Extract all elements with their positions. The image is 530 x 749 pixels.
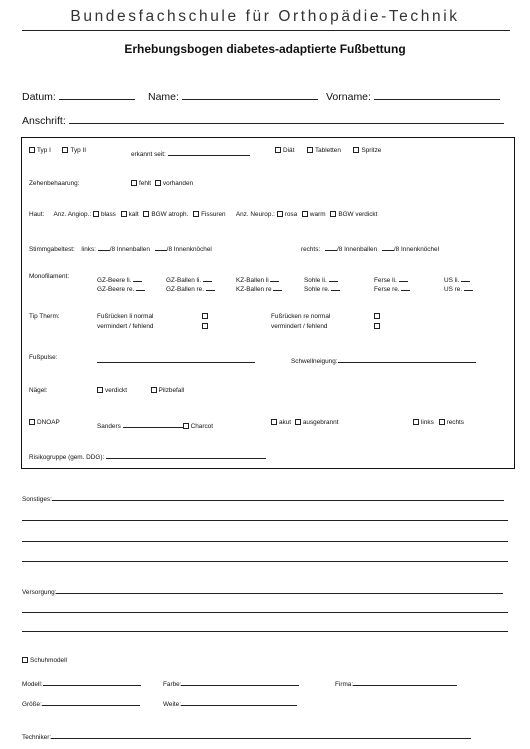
- sonstiges-field[interactable]: [52, 492, 504, 501]
- fissuren-checkbox[interactable]: [193, 211, 199, 217]
- sonstiges-line[interactable]: [22, 541, 508, 542]
- spritze-checkbox[interactable]: [353, 147, 359, 153]
- techniker-row: [22, 730, 471, 741]
- vorname-row: [326, 89, 500, 103]
- farbe-label: Farbe:: [163, 681, 182, 688]
- tip-li-vermindert-label: vermindert / fehlend: [97, 323, 154, 330]
- stimmgabel-label: Stimmgabeltest:: [29, 246, 75, 253]
- mono-ferse-re: [374, 282, 410, 293]
- mono-label-item: GZ-Beere li.: [97, 277, 132, 284]
- vorname-label: Vorname:: [326, 91, 371, 103]
- tabletten-label: Tabletten: [314, 147, 341, 154]
- tip-re-normal-checkbox-wrap: [374, 313, 382, 320]
- akut-row: [271, 419, 338, 426]
- rosa-checkbox[interactable]: [277, 211, 283, 217]
- sanders-label: Sanders: [97, 423, 121, 430]
- warm-label: warm: [309, 211, 326, 218]
- anschrift-field[interactable]: [69, 113, 504, 124]
- mono-field[interactable]: [273, 282, 282, 291]
- form-subtitle: Erhebungsbogen diabetes-adaptierte Fußbettung: [124, 42, 406, 56]
- rechts-label: rechts: [446, 419, 464, 426]
- techniker-field[interactable]: [51, 730, 471, 739]
- firma-label: Firma:: [335, 681, 354, 688]
- datum-row: [22, 89, 135, 103]
- firma-row: [335, 677, 457, 688]
- stimmgabel-row: [29, 242, 212, 253]
- spritze-label: Spritze: [361, 147, 382, 154]
- modell-field[interactable]: [43, 677, 141, 686]
- tip-re-vermindert-label: vermindert / fehlend: [271, 323, 328, 330]
- schwell-row: [291, 354, 476, 365]
- mono-gz-ballen-re: [166, 282, 215, 293]
- name-label: Name:: [148, 91, 179, 103]
- pulse-field-wrap: [97, 354, 255, 365]
- akut-checkbox[interactable]: [271, 419, 277, 425]
- zehen-fehlt-label: fehlt: [139, 180, 152, 187]
- erkannt-row: [131, 147, 250, 158]
- versorgung-row: [22, 585, 503, 596]
- typ1-label: Typ I: [37, 147, 51, 154]
- schwell-label: Schwellneigung:: [291, 358, 338, 365]
- charcot-label: Charcot: [190, 423, 213, 430]
- mono-us-re: [444, 282, 473, 293]
- therapy-row: [275, 147, 381, 154]
- tip-re-normal-label: Fußrücken re normal: [271, 313, 331, 320]
- mono-label-item: KZ-Ballen li: [236, 277, 269, 284]
- zehen-options: [131, 180, 193, 187]
- pulse-field[interactable]: [97, 354, 255, 363]
- tip-li-vermindert-checkbox[interactable]: [202, 323, 208, 329]
- typ-row: [29, 147, 86, 154]
- sonstiges-row: [22, 492, 504, 503]
- diaet-checkbox[interactable]: [275, 147, 281, 153]
- farbe-row: [163, 677, 299, 688]
- modell-row: [22, 677, 141, 688]
- links-label: links: [421, 419, 434, 426]
- mono-field[interactable]: [464, 282, 473, 291]
- zehen-fehlt-checkbox[interactable]: [131, 180, 137, 186]
- pilz-checkbox[interactable]: [151, 387, 157, 393]
- stimmgabel-links-ballen-field[interactable]: [98, 242, 110, 251]
- warm-checkbox[interactable]: [302, 211, 308, 217]
- sonstiges-line[interactable]: [22, 520, 508, 521]
- anschrift-row: [22, 113, 504, 127]
- mono-field[interactable]: [206, 282, 215, 291]
- mono-field[interactable]: [329, 273, 338, 282]
- versorgung-label: Versorgung:: [22, 589, 57, 596]
- risiko-label: Risikogruppe (gem. DDG):: [29, 454, 105, 461]
- modell-label: Modell:: [22, 681, 43, 688]
- mono-gz-beere-re: [97, 282, 145, 293]
- dnoap-checkbox[interactable]: [29, 419, 35, 425]
- kalt-checkbox[interactable]: [121, 211, 127, 217]
- schwell-field[interactable]: [338, 354, 476, 363]
- mono-label-item: KZ-Ballen re: [236, 286, 272, 293]
- naegel-label: Nägel:: [29, 387, 48, 394]
- tip-label: Tip Therm:: [29, 313, 60, 320]
- stimmgabel-rechts-knoechel-field[interactable]: [382, 242, 394, 251]
- mono-kz-ballen-re: [236, 282, 282, 293]
- schuhmodell-label: Schuhmodell: [30, 657, 67, 664]
- datum-field[interactable]: [59, 89, 135, 100]
- bgw-verdickt-label: BGW verdickt: [338, 211, 378, 218]
- haut-label: Haut:: [29, 211, 45, 218]
- risiko-field[interactable]: [106, 450, 266, 459]
- rosa-label: rosa: [284, 211, 298, 218]
- mono-label-item: US re.: [444, 286, 463, 293]
- mono-label-item: GZ-Beere re.: [97, 286, 135, 293]
- stimmgabel-rechts-ballen-label: /8 Innenballen: [336, 246, 378, 253]
- weite-field[interactable]: [181, 697, 297, 706]
- blass-checkbox[interactable]: [93, 211, 99, 217]
- datum-label: Datum:: [22, 91, 56, 103]
- blass-label: blass: [100, 211, 116, 218]
- typ1-checkbox[interactable]: [29, 147, 35, 153]
- weite-row: [163, 697, 297, 708]
- mono-sohle-re: [304, 282, 340, 293]
- farbe-field[interactable]: [181, 677, 299, 686]
- rechts-checkbox[interactable]: [439, 419, 445, 425]
- tip-li-normal-checkbox[interactable]: [202, 313, 208, 319]
- dnoap-label: DNOAP: [37, 419, 60, 426]
- mono-label-item: Sohle re.: [304, 286, 330, 293]
- groesse-field[interactable]: [42, 697, 140, 706]
- name-field[interactable]: [182, 89, 318, 100]
- ausgebrannt-checkbox[interactable]: [295, 419, 301, 425]
- charcot-checkbox[interactable]: [183, 423, 189, 429]
- tip-li-vermindert-checkbox-wrap: [202, 323, 210, 330]
- sanders-row: [97, 419, 213, 430]
- pulse-label: Fußpulse:: [29, 354, 58, 361]
- mono-field[interactable]: [203, 273, 212, 282]
- tabletten-checkbox[interactable]: [307, 147, 313, 153]
- techniker-label: Techniker:: [22, 734, 52, 741]
- stimmgabel-rechts-row: [301, 242, 439, 253]
- tip-re-vermindert-checkbox-wrap: [374, 323, 382, 330]
- mono-field[interactable]: [461, 273, 470, 282]
- typ2-label: Typ II: [70, 147, 87, 154]
- bgw-atroph-checkbox[interactable]: [143, 211, 149, 217]
- erkannt-field[interactable]: [168, 147, 250, 156]
- fissuren-label: Fissuren: [201, 211, 226, 218]
- title-divider: [22, 30, 510, 31]
- verdickt-checkbox[interactable]: [97, 387, 103, 393]
- mono-field[interactable]: [399, 273, 408, 282]
- schuhmodell-checkbox[interactable]: [22, 657, 28, 663]
- versorgung-line[interactable]: [22, 631, 508, 632]
- zehen-label: Zehenbehaarung:: [29, 180, 80, 187]
- stimmgabel-links-knoechel-field[interactable]: [155, 242, 167, 251]
- stimmgabel-rechts-knoechel-label: /8 Innenknöchel: [393, 246, 440, 253]
- ausgebrannt-label: ausgebrannt: [302, 419, 339, 426]
- mono-label-item: Ferse re.: [374, 286, 400, 293]
- tip-re-normal-checkbox[interactable]: [374, 313, 380, 319]
- stimmgabel-rechts-label: rechts:: [301, 246, 321, 253]
- angio-label: Anz. Angiop.:: [53, 211, 92, 218]
- mono-field[interactable]: [401, 282, 410, 291]
- neurop-label: Anz. Neurop.:: [235, 211, 275, 218]
- seite-row: [413, 419, 464, 426]
- bgw-verdickt-checkbox[interactable]: [330, 211, 336, 217]
- sanders-field[interactable]: [123, 419, 183, 428]
- mono-label-item: GZ-Ballen re.: [166, 286, 205, 293]
- mono-label-item: Sohle li.: [304, 277, 327, 284]
- akut-label: akut: [279, 419, 292, 426]
- schuhmodell-row: [22, 657, 67, 664]
- name-row: [148, 89, 318, 103]
- pilz-label: Pilzbefall: [158, 387, 185, 394]
- bgw-atroph-label: BGW atroph.: [151, 211, 189, 218]
- groesse-label: Größe:: [22, 701, 42, 708]
- versorgung-field[interactable]: [56, 585, 503, 594]
- anschrift-label: Anschrift:: [22, 115, 66, 127]
- risiko-row: [29, 450, 266, 461]
- mono-label-item: GZ-Ballen li.: [166, 277, 202, 284]
- kalt-label: kalt: [128, 211, 139, 218]
- stimmgabel-links-knoechel-label: /8 Innenknöchel: [166, 246, 212, 253]
- stimmgabel-links-ballen-label: /8 Innenballen: [109, 246, 150, 253]
- verdickt-label: verdickt: [105, 387, 128, 394]
- dnoap-row: [29, 419, 60, 426]
- vorname-field[interactable]: [374, 89, 500, 100]
- mono-field[interactable]: [133, 273, 142, 282]
- sonstiges-label: Sonstiges:: [22, 496, 52, 503]
- zehen-vorhanden-checkbox[interactable]: [155, 180, 161, 186]
- haut-row: [29, 211, 377, 218]
- typ2-checkbox[interactable]: [62, 147, 68, 153]
- versorgung-line[interactable]: [22, 612, 508, 613]
- mono-label-item: Ferse li.: [374, 277, 397, 284]
- mono-label-item: US li.: [444, 277, 460, 284]
- stimmgabel-links-label: links:: [81, 246, 96, 253]
- mono-label: Monofilament:: [29, 273, 70, 280]
- tip-re-vermindert-checkbox[interactable]: [374, 323, 380, 329]
- tip-li-normal-checkbox-wrap: [202, 313, 210, 320]
- tip-li-normal-label: Fußrücken li normal: [97, 313, 154, 320]
- groesse-row: [22, 697, 140, 708]
- stimmgabel-rechts-ballen-field[interactable]: [325, 242, 337, 251]
- links-checkbox[interactable]: [413, 419, 419, 425]
- firma-field[interactable]: [353, 677, 457, 686]
- naegel-options: [97, 387, 184, 394]
- zehen-vorhanden-label: vorhanden: [162, 180, 194, 187]
- weite-label: Weite:: [163, 701, 181, 708]
- mono-field[interactable]: [270, 273, 279, 282]
- erkannt-label: erkannt seit:: [131, 151, 166, 158]
- page-title: Bundesfachschule für Orthopädie-Technik: [70, 8, 460, 25]
- diaet-label: Diät: [283, 147, 295, 154]
- mono-field[interactable]: [136, 282, 145, 291]
- sonstiges-line[interactable]: [22, 561, 508, 562]
- mono-field[interactable]: [331, 282, 340, 291]
